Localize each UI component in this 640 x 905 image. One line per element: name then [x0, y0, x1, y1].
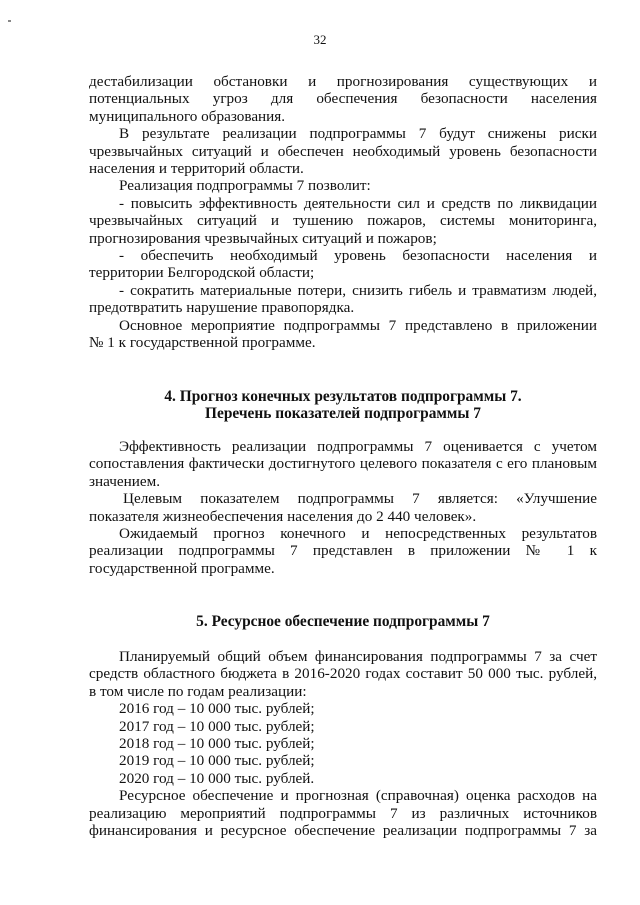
heading-line: Перечень показателей подпрограммы 7: [205, 405, 481, 423]
year-item: 2020 год – 10 000 тыс. рублей.: [119, 769, 315, 787]
text-line: сопоставления фактически достигнутого целевого показателя с его плановым: [89, 455, 597, 473]
year-item: 2016 год – 10 000 тыс. рублей;: [119, 700, 315, 718]
text-line: прогнозирования чрезвычайных ситуаций и пожаров;: [89, 229, 437, 247]
text-line: финансирования и ресурсное обеспечение реализации подпрограммы 7 за: [89, 822, 597, 840]
text-line: - повысить эффективность деятельности сил и средств по ликвидации: [119, 194, 597, 212]
section-5-heading: 5. Ресурсное обеспечение подпрограммы 7: [196, 613, 490, 630]
text-line: значением.: [89, 472, 161, 490]
section-4-heading: [89, 388, 597, 423]
text-line: - сократить материальные потери, снизить гибель и травматизм людей,: [119, 281, 597, 299]
text-line: муниципального образования.: [89, 107, 286, 125]
section-5-body: [89, 648, 597, 839]
page-number: 32: [313, 32, 327, 47]
text-line: Ресурсное обеспечение и прогнозная (справочная) оценка расходов на: [119, 787, 597, 805]
year-item: 2019 год – 10 000 тыс. рублей;: [119, 752, 315, 770]
text-line: территории Белгородской области;: [89, 264, 315, 282]
text-line: потенциальных угроз для обеспечения безопасности населения: [89, 90, 597, 108]
text-line: Реализация подпрограммы 7 позволит:: [119, 177, 371, 195]
heading-line: 4. Прогноз конечных результатов подпрограммы 7.: [164, 388, 522, 405]
text-line: Ожидаемый прогноз конечного и непосредственных результатов: [119, 525, 597, 543]
text-line: средств областного бюджета в 2016-2020 годах составит 50 000 тыс. рублей,: [89, 665, 597, 683]
text-line: Планируемый общий объем финансирования подпрограммы 7 за счет: [119, 648, 597, 665]
text-line: в том числе по годам реализации:: [89, 682, 307, 700]
text-line: реализации подпрограммы 7 представлен в приложении № 1 к: [89, 542, 597, 560]
text-line: Целевым показателем подпрограммы 7 является: «Улучшение: [123, 490, 597, 508]
section-4-body: [89, 438, 597, 577]
text-line: - обеспечить необходимый уровень безопасности населения и: [119, 247, 597, 265]
text-line: № 1 к государственной программе.: [89, 334, 316, 352]
intro-section: [89, 73, 597, 352]
text-line: дестабилизации обстановки и прогнозирования существующих и: [89, 73, 597, 90]
scan-mark: [8, 20, 11, 22]
text-line: В результате реализации подпрограммы 7 будут снижены риски: [119, 125, 597, 143]
year-item: 2017 год – 10 000 тыс. рублей;: [119, 717, 315, 735]
year-item: 2018 год – 10 000 тыс. рублей;: [119, 735, 315, 753]
text-line: показателя жизнеобеспечения населения до 2 440 человек».: [89, 507, 477, 525]
text-line: чрезвычайных ситуаций и тушению пожаров, системы мониторинга,: [89, 212, 597, 230]
text-line: Эффективность реализации подпрограммы 7 оценивается с учетом: [119, 438, 597, 455]
text-line: Основное мероприятие подпрограммы 7 представлено в приложении: [119, 316, 597, 334]
text-line: предотвратить нарушение правопорядка.: [89, 299, 355, 317]
text-line: реализацию мероприятий подпрограммы 7 из различных источников: [89, 804, 597, 822]
text-line: чрезвычайных ситуаций и обеспечен необходимый уровень безопасности: [89, 142, 597, 160]
text-line: государственной программе.: [89, 559, 275, 577]
text-line: населения и территорий области.: [89, 160, 304, 178]
